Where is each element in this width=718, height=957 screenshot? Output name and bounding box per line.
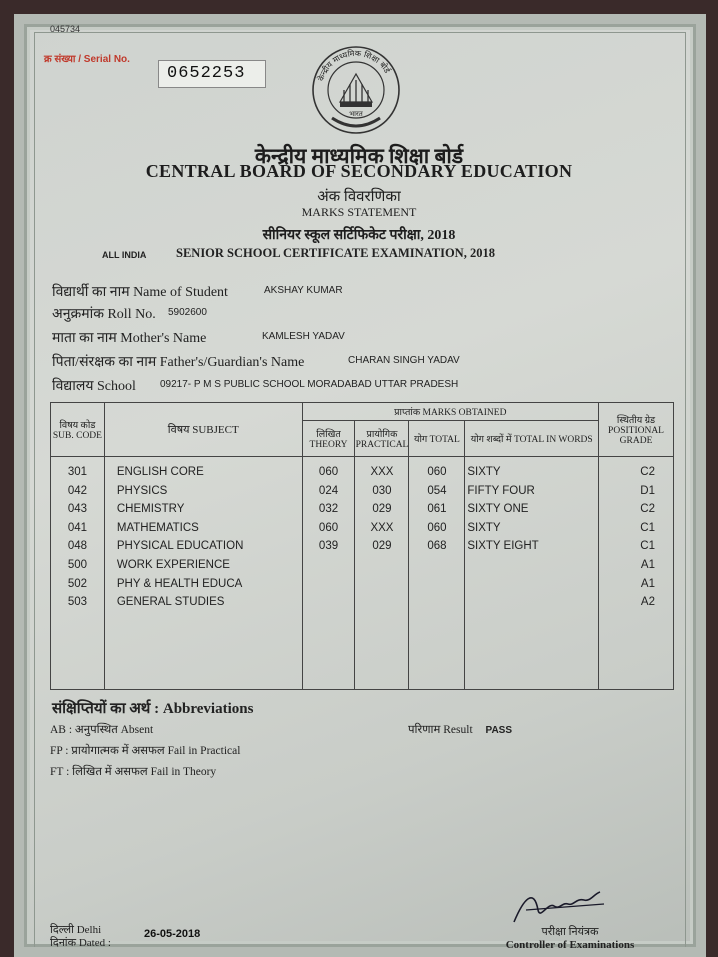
result-row xyxy=(408,722,512,737)
cell-code: 301 xyxy=(67,466,88,478)
school-row xyxy=(52,376,459,395)
mother-label: माता का नाम Mother's Name xyxy=(52,331,207,346)
cell-practical xyxy=(355,556,408,575)
cell-code: 042 xyxy=(67,484,88,497)
cell-grade: C1 xyxy=(640,540,655,553)
student-name: AKSHAY KUMAR xyxy=(264,285,343,296)
student-name-row xyxy=(52,282,343,301)
cell-subject: PHY & HEALTH EDUCA xyxy=(116,577,243,590)
cell-subject: GENERAL STUDIES xyxy=(116,596,225,609)
issue-date: 26-05-2018 xyxy=(144,928,201,940)
subject-column xyxy=(104,457,302,690)
father-label: पिता/संरक्षक का नाम Father's/Guardian's Name xyxy=(52,355,305,370)
practical-column xyxy=(355,457,409,690)
code-column xyxy=(51,457,105,690)
header-code: विषय कोड SUB. CODE xyxy=(51,403,105,457)
cell-words: SIXTY ONE xyxy=(467,503,529,516)
cell-practical: XXX xyxy=(370,521,394,534)
cell-practical: 029 xyxy=(372,540,392,553)
cell-subject: CHEMISTRY xyxy=(116,503,185,516)
controller-hindi: परीक्षा नियंत्रक xyxy=(541,926,599,938)
school-name: 09217- P M S PUBLIC SCHOOL MORADABAD UTTAR PRADESH xyxy=(160,379,459,390)
cell-subject: ENGLISH CORE xyxy=(116,466,204,478)
cell-practical: XXX xyxy=(370,466,394,478)
result-value: PASS xyxy=(485,725,513,736)
cell-grade: A1 xyxy=(640,577,655,590)
father-row xyxy=(52,352,460,371)
cell-words: SIXTY EIGHT xyxy=(467,540,539,553)
cbse-seal-logo xyxy=(310,44,402,136)
place: दिल्ली Delhi xyxy=(50,924,102,936)
document-title: MARKS STATEMENT xyxy=(301,205,417,219)
cell-total: 060 xyxy=(427,521,447,534)
cell-practical xyxy=(355,593,408,612)
controller-signature xyxy=(504,880,614,930)
mother-row xyxy=(52,328,345,347)
cell-grade: C2 xyxy=(640,466,655,478)
cell-words: SIXTY xyxy=(467,466,501,478)
cell-theory: 032 xyxy=(318,503,339,516)
abbr-absent: AB : अनुपस्थित Absent xyxy=(50,724,154,736)
cell-subject: PHYSICS xyxy=(116,484,168,497)
cell-total xyxy=(409,575,464,594)
cell-theory: 060 xyxy=(318,521,339,534)
cell-code: 048 xyxy=(67,540,88,553)
cell-theory: 039 xyxy=(318,540,339,553)
cell-code: 500 xyxy=(67,558,88,571)
cell-code: 043 xyxy=(67,503,88,516)
cell-code: 502 xyxy=(67,577,88,590)
cell-subject: WORK EXPERIENCE xyxy=(116,558,230,571)
cell-practical: 029 xyxy=(372,503,392,516)
header-practical: प्रायोगिक PRACTICAL xyxy=(355,421,409,457)
cell-code: 503 xyxy=(67,596,88,609)
cell-subject: PHYSICAL EDUCATION xyxy=(116,540,244,553)
top-serial: 045734 xyxy=(50,24,81,34)
cell-theory xyxy=(303,575,355,594)
cell-total xyxy=(409,556,464,575)
mother-name: KAMLESH YADAV xyxy=(262,331,345,342)
cell-grade: C1 xyxy=(640,521,655,534)
student-name-label: विद्यार्थी का नाम Name of Student xyxy=(52,285,228,300)
words-column xyxy=(465,457,599,690)
seal-text: केन्द्रीय माध्यमिक शिक्षा बोर्ड xyxy=(316,48,392,83)
grade-column xyxy=(599,457,674,690)
school-label: विद्यालय School xyxy=(52,379,136,394)
serial-number: 0652253 xyxy=(158,60,266,88)
cell-theory: 060 xyxy=(318,466,339,478)
cell-words xyxy=(467,556,598,575)
total-column xyxy=(409,457,465,690)
cell-practical: 030 xyxy=(372,484,392,497)
cell-subject: MATHEMATICS xyxy=(116,521,199,534)
serial-label: क्र संख्या / Serial No. xyxy=(44,54,130,65)
cell-theory xyxy=(303,556,355,575)
place-block xyxy=(50,924,111,950)
exam-name-hindi: सीनियर स्कूल सर्टिफिकेट परीक्षा, 2018 xyxy=(262,228,456,243)
cell-total xyxy=(409,593,464,612)
father-name: CHARAN SINGH YADAV xyxy=(348,355,460,366)
cell-grade: D1 xyxy=(640,484,655,497)
dated-label: दिनांक Dated : xyxy=(50,937,111,949)
cell-total: 060 xyxy=(427,466,447,478)
cell-grade: A1 xyxy=(640,558,655,571)
cell-total: 061 xyxy=(427,503,447,516)
cell-theory: 024 xyxy=(318,484,339,497)
seal-bottom-text: भारत xyxy=(349,110,363,118)
cell-grade: A2 xyxy=(640,596,655,609)
roll-row xyxy=(52,304,207,323)
abbr-fail-theory: FT : लिखित में असफल Fail in Theory xyxy=(50,766,217,778)
cell-words: FIFTY FOUR xyxy=(467,484,535,497)
all-india-label: ALL INDIA xyxy=(102,250,147,260)
board-name-hindi: केन्द्रीय माध्यमिक शिक्षा बोर्ड xyxy=(254,144,464,168)
cell-words xyxy=(467,575,598,594)
controller-block xyxy=(495,926,645,952)
controller-title: Controller of Examinations xyxy=(505,939,635,951)
cell-words: SIXTY xyxy=(467,521,501,534)
header-marks-obtained: प्राप्तांक MARKS OBTAINED xyxy=(302,403,598,421)
abbr-fail-practical: FP : प्रायोगात्मक में असफल Fail in Practical xyxy=(50,745,241,757)
header-total: योग TOTAL xyxy=(409,421,465,457)
cell-words xyxy=(467,593,598,612)
abbreviations-title: संक्षिप्तियों का अर्थ : Abbreviations xyxy=(52,701,254,717)
roll-number: 5902600 xyxy=(168,307,207,318)
theory-column xyxy=(302,457,355,690)
exam-name: SENIOR SCHOOL CERTIFICATE EXAMINATION, 2018 xyxy=(176,246,495,260)
result-label: परिणाम Result xyxy=(408,724,473,736)
cell-grade: C2 xyxy=(640,503,655,516)
header-theory: लिखित THEORY xyxy=(302,421,355,457)
header-grade: स्थितीय ग्रेड POSITIONAL GRADE xyxy=(599,403,674,457)
cell-total: 054 xyxy=(427,484,447,497)
document-title-hindi: अंक विवरणिका xyxy=(317,189,401,205)
cell-total: 068 xyxy=(427,540,447,553)
marks-table xyxy=(50,402,674,690)
cell-theory xyxy=(303,593,355,612)
board-name-english: CENTRAL BOARD OF SECONDARY EDUCATION xyxy=(145,161,573,181)
roll-label: अनुक्रमांक Roll No. xyxy=(52,307,156,322)
cell-code: 041 xyxy=(67,521,88,534)
header-subject: विषय SUBJECT xyxy=(104,403,302,457)
header-words: योग शब्दों में TOTAL IN WORDS xyxy=(465,421,599,457)
cell-practical xyxy=(355,575,408,594)
